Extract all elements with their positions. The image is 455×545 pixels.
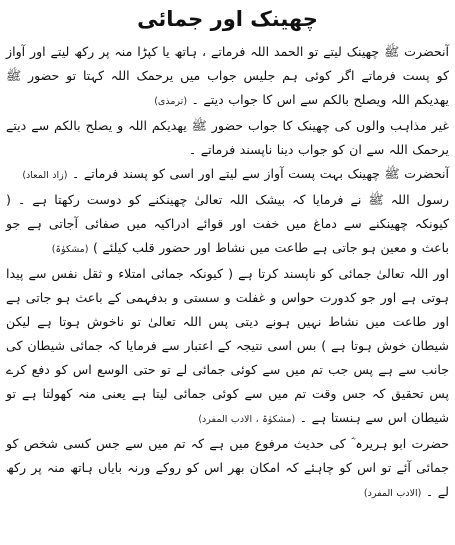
paragraph-text: غیر مذاہب والوں کی چھینک کا جواب حضور ﷺ یھدیکم اللہ و یصلح بالکم سے دیتے یرحمک اللہ سے ان کو جواب دینا ناپسند فرماتے ۔ xyxy=(6,118,449,157)
paragraph-non-muslim-reply xyxy=(6,114,449,162)
document-page xyxy=(6,4,449,541)
paragraph-low-voice xyxy=(6,162,449,188)
paragraph-text: اور اللہ تعالیٰ جمائی کو ناپسند کرتا ہے ( کیونکہ جمائی امتلاء و ثقل نفس سے پیدا ہوتی ہے اور جو کدورت حواس و غفلت و سستی و بدفہمی کے باعث ہو جاتی ہے اور طاعت میں نشاط نہیں ہونے دیتی پس اللہ تعالیٰ تو ناخوش ہوتا ہے لیکن شیطان خوش ہوتا ہے ) بس اسی نتیجہ کے اعتبار سے فرمایا کہ جمائی شیطان کی جانب سے ہے پس جب تم میں سے کوئی جمائی لے تو حتی الوسع اس کو دفع کرے پس تحقیق کہ جس وقت تم میں سے کوئی جمائی لیتا ہے یعنی منہ کھولتا ہے تو شیطان اس سے ہنستا ہے ۔ xyxy=(6,266,449,425)
source-reference: (ترمذی) xyxy=(154,96,188,107)
source-reference: (مشکوٰۃ ، الادب المفرد) xyxy=(198,414,296,425)
paragraph-text: رسول اللہ ﷺ نے فرمایا کہ بیشک اللہ تعالیٰ چھینکنے کو دوست رکھتا ہے ۔ ( کیونکہ چھینکنے سے دماغ میں خفت اور قوائے ادراکیہ میں صفائی آجاتی ہے جو باعث و معین ہو جاتی ہے طاعت میں نشاط اور حضور قلب کیلئے ) xyxy=(6,192,449,255)
paragraph-text: حضرت ابو ہریرہ ؓ کی حدیث مرفوع میں ہے کہ تم میں سے جس کسی شخص کو جمائی آئے تو اس کو چاہئے کہ امکان بھر اس کو روکے ورنہ بایاں ہاتھ منہ پر رکھ لے ۔ xyxy=(6,436,449,499)
source-reference: (زاد المعاد) xyxy=(22,170,68,181)
paragraph-yawn-disliked xyxy=(6,262,449,432)
source-reference: (الادب المفرد) xyxy=(363,488,422,499)
paragraph-abu-hurairah-hadith xyxy=(6,432,449,506)
source-reference: (مشکوٰۃ) xyxy=(51,244,89,255)
paragraph-text: آنحضرت ﷺ چھینک لیتے تو الحمد اللہ فرماتے ، ہاتھ یا کپڑا منہ پر رکھ لیتے اور آواز کو پست فرماتے اگر کوئی ہم جلیس جواب میں یرحمک اللہ کہتا تو حضور ﷺ یھدیکم اللہ ویصلح بالکم سے اس کا جواب دیتے ۔ xyxy=(6,44,449,107)
paragraph-sneeze-practice xyxy=(6,40,449,114)
paragraph-text: آنحضرت ﷺ چھینک بہت پست آواز سے لیتے اور اسی کو پسند فرماتے ۔ xyxy=(71,166,449,181)
page-title: چھینک اور جمائی xyxy=(137,7,318,31)
paragraph-allah-loves-sneeze xyxy=(6,188,449,262)
